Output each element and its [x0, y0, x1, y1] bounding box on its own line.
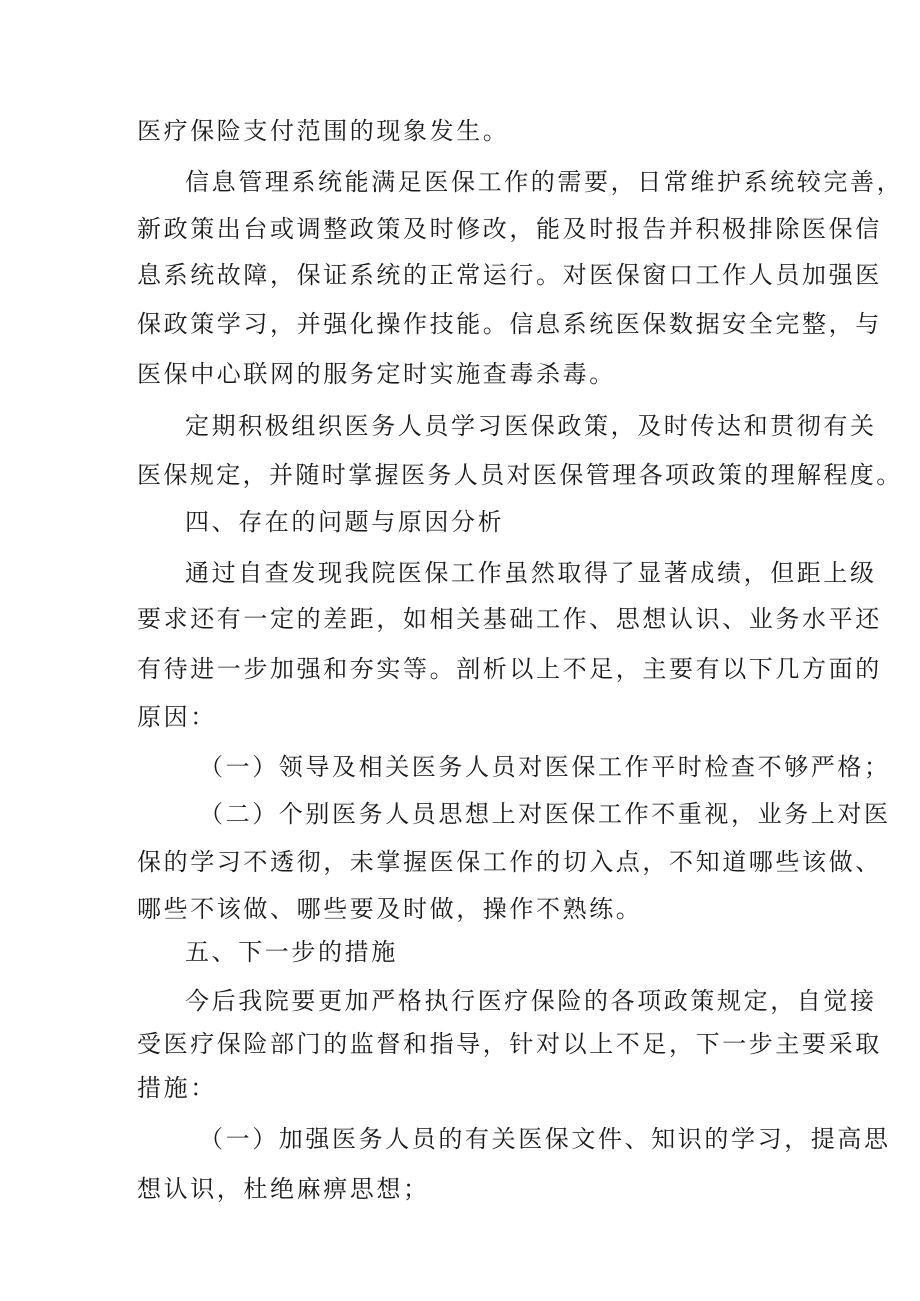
text-line: 要求还有一定的差距，如相关基础工作、思想认识、业务水平还: [137, 605, 882, 633]
text-line: 措施：: [137, 1074, 217, 1102]
text-line: 医保中心联网的服务定时实施查毒杀毒。: [137, 360, 616, 388]
text-line: 定期积极组织医务人员学习医保政策，及时传达和贯彻有关: [185, 412, 877, 440]
text-line: 通过自查发现我院医保工作虽然取得了显著成绩，但距上级: [185, 559, 877, 587]
text-line: 医疗保险支付范围的现象发生。: [137, 117, 510, 145]
text-line: （一）领导及相关医务人员对医保工作平时检查不够严格；: [199, 753, 891, 781]
text-line: 新政策出台或调整政策及时修改，能及时报告并积极排除医保信: [137, 215, 882, 243]
text-line: 哪些不该做、哪些要及时做，操作不熟练。: [137, 895, 643, 923]
text-line: 今后我院要更加严格执行医疗保险的各项政策规定，自觉接: [185, 987, 877, 1015]
text-line: 原因：: [137, 703, 217, 731]
section-heading: 五、下一步的措施: [185, 938, 398, 966]
section-heading: 四、存在的问题与原因分析: [185, 508, 505, 536]
text-line: 受医疗保险部门的监督和指导，针对以上不足，下一步主要采取: [137, 1030, 882, 1058]
text-line: 息系统故障，保证系统的正常运行。对医保窗口工作人员加强医: [137, 261, 882, 289]
text-line: 有待进一步加强和夯实等。剖析以上不足，主要有以下几方面的: [137, 655, 882, 683]
text-line: 医保规定，并随时掌握医务人员对医保管理各项政策的理解程度。: [137, 461, 903, 489]
text-line: 想认识，杜绝麻痹思想；: [137, 1175, 430, 1203]
text-line: 信息管理系统能满足医保工作的需要，日常维护系统较完善，: [185, 168, 904, 196]
text-line: 保政策学习，并强化操作技能。信息系统医保数据安全完整，与: [137, 310, 882, 338]
text-line: （一）加强医务人员的有关医保文件、知识的学习，提高思: [199, 1125, 891, 1153]
text-line: 保的学习不透彻，未掌握医保工作的切入点，不知道哪些该做、: [137, 848, 882, 876]
text-line: （二）个别医务人员思想上对医保工作不重视，业务上对医: [199, 800, 891, 828]
